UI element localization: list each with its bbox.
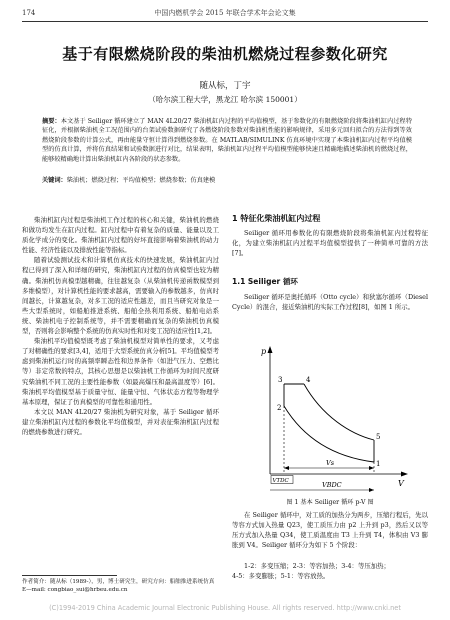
vs-label: Vs [326, 459, 335, 467]
p-axis-arrow [268, 346, 273, 353]
point-label-3: 3 [278, 376, 283, 384]
subsection-heading: 1.1 Seiliger 循环 [232, 277, 298, 286]
vtdc-label: VTDC [272, 478, 289, 484]
intro-paragraph: 随着试验测试技术和计算机仿真技术的快速发展，柴油机缸内过程已得到了深入和详细的研究，柴油机缸内过程的仿真模型也较为精确。柴油机仿真模型越精确，往往越复杂（从柴油机传递函数模型到多维模型），对计算机性能的要求越高，需要输入的参数越多，仿真时间越长，计算越复杂，对多工况的适应性越差，而且当研究对象是一些大型系统时，如船舶推进系统、船舶全热利用系统、船舶电站系统、柴油机电子控制系统等，并不需要精确而复杂的柴油机仿真模型，否则将会影响整个系统的仿真实时性和对变工况的适应性[1,2]。 [22, 256, 219, 336]
footnote-email: E—mail: congbiao_sui@hrbeu.edu.cn [22, 587, 128, 593]
journal-name: 中国内燃机学会 2015 年联合学术年会论文集 [154, 9, 296, 17]
footnote-rule [22, 575, 117, 576]
expansion-curve [304, 384, 374, 440]
keywords-text: 柴油机；燃烧过程；平均值模型；燃烧参数；仿真建模 [66, 177, 216, 184]
figure-caption: 图 1 基本 Seiliger 循环 p-V 图 [286, 499, 374, 506]
intro-paragraph: 柴油机缸内过程是柴油机工作过程的核心和关键，柴油机的燃烧和做功均发生在缸内过程。缸内过程中有着复杂的质量、能量以及工质化学成分的变化。柴油机缸内过程的好坏直接影响着柴油机的动力性能、经济性能以及排放性能等指标。 [22, 216, 219, 255]
abstract-label: 摘要： [42, 118, 61, 125]
stage-line: 1-2：多变压缩；2-3：等容加热；3-4：等压加热； [244, 562, 390, 570]
vs-arrow-left [284, 466, 289, 470]
paper-title: 基于有限燃烧阶段的柴油机燃烧过程参数化研究 [62, 45, 388, 63]
v-axis-label: V [398, 479, 404, 488]
abstract [42, 117, 412, 164]
header-rule [22, 21, 428, 22]
section-text: Seiliger 循环用参数化的有限燃烧阶段将柴油机缸内过程特征化，为建立柴油机缸内过程平均值模型提供了一种简单可靠的方法[7]。 [232, 229, 428, 258]
running-header [22, 6, 428, 20]
intro-paragraph: 柴油机平均值模型既考虑了柴油机模型对简单性的要求，又考虑了对精确性的要求[3,4]，适用于大型系统仿真分析[5]。平均值模型考虑到柴油机运行时的高频率瞬态性和边界条件（如进气压力、空燃比等）非定常数的特点，其核心思想是以柴油机工作循环为时间尺度研究柴油机不同工况的主要性能参数（如最高爆压和最高温度等）[6]。柴油机平均值模型基于质量守恒、能量守恒、气体状态方程等物理学基本原理，保证了仿真模型的可靠性和通用性。 [22, 337, 219, 406]
keywords-label: 关键词： [42, 177, 67, 184]
pv-diagram-figure [262, 344, 410, 494]
vbdc-arrow [369, 488, 374, 492]
page-number: 174 [22, 9, 36, 17]
point-label-5: 5 [376, 433, 381, 441]
intro-paragraph: 本文以 MAN 4L20/27 柴油机为研究对象，基于 Seiliger 循环建立柴油机缸内过程的参数化平均值模型，并对表征柴油机缸内过程的燃烧参数进行研究。 [22, 407, 219, 436]
stage-line: 4-5：多变膨胀；5-1：等容放热。 [232, 572, 330, 580]
abstract-text: 本文基于 Seiliger 循环建立了 MAN 4L20/27 柴油机缸内过程的平均值模型，基于参数化的有限燃烧阶段将柴油机缸内过程特征化，并根据柴油机全工况范围内的台架试验数据研究了各燃烧阶段参数对柴油机性能的影响规律，采用多元回归拟合的方法得到等效燃烧阶段参数的计算公式，再由能量守恒计算得到燃烧参数。在 MATLAB/SIMULINK 仿真环境中实现了本柴油机缸内过程平均值模型的仿真计算，并将仿真结果和试验数据进行对比，结果表明，柴油机缸内过程平均值模型能够快速且精确地描述柴油机的燃烧过程，能够较精确地计算出柴油机缸内各阶段的状态参数。 [42, 118, 412, 163]
paper-authors: 随从标，丁宇 [199, 81, 251, 91]
compression-curve [284, 406, 374, 462]
point-label-4: 4 [306, 376, 311, 384]
cnki-watermark: (C)1994-2019 China Academic Journal Electronic Publishing House. All rights reserved. http://www.cnki.net [49, 604, 401, 612]
point-label-1: 1 [376, 460, 381, 468]
paper-affiliation: （哈尔滨工程大学，黑龙江 哈尔滨 150001） [148, 95, 302, 104]
author-footnote [22, 578, 322, 594]
vs-arrow-right [369, 466, 374, 470]
footnote-author-info: 作者简介：随从标（1989-），男，博士研究生，研究方向：船舶推进系统仿真 [22, 579, 215, 585]
p-axis-label: p [261, 347, 267, 356]
v-axis-arrow [401, 472, 408, 477]
keywords [42, 176, 412, 185]
section-heading: 1 特征化柴油机缸内过程 [232, 214, 321, 223]
subsection-text: Seiliger 循环是奥托循环（Otto cycle）和狄塞尔循环（Diesel Cycle）的混合，接近柴油机的实际工作过程[8]，如图 1 所示。 [232, 293, 428, 312]
vbdc-label: VBDC [322, 481, 342, 489]
intro-column [22, 215, 219, 437]
point-label-2: 2 [277, 404, 282, 412]
figure-description: 在 Seiliger 循环中，对工质的加热分为两步，压缩行程后，先以等容方式加入热量 Q23，使工质压力由 p2 上升到 p3，然后又以等压方式加入热量 Q34，使工质温度由 T3 上升到 T4，体积由 V3 膨胀到 V4。Seiliger 循环分为如下 5 个阶段： [232, 511, 428, 550]
